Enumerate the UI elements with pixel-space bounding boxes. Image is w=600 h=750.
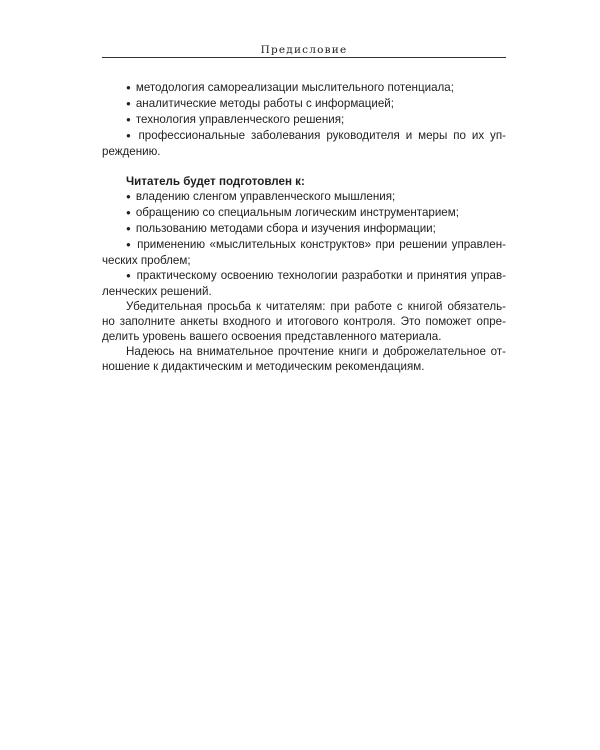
ready-bullet-1 [102,189,506,205]
intro-bullet-4-text-2: реждению. [102,145,161,158]
ready-bullet-4-line-2 [102,253,506,268]
intro-bullet-3-text: технология управленческого решения; [135,113,345,126]
running-header [102,40,506,58]
paragraph-2-text-2: ношение к дидактическим и методическим рекомендациям. [102,360,425,373]
ready-bullet-2-text: обращению со специальным логическим инструментарием; [135,206,459,219]
ready-bullet-5-text-2: ленческих решений. [102,285,212,298]
header-rule [102,57,506,58]
running-header-title: Предисловие [260,44,348,56]
intro-bullet-1-text: методология самореализации мыслительного потенциала; [135,81,454,94]
intro-bullet-3 [102,112,506,128]
paragraph-2-text-1: Надеюсь на внимательное прочтение книги и доброжелательное от- [126,345,506,358]
paragraph-1-line-2 [102,314,506,329]
ready-bullet-2 [102,205,506,221]
ready-bullet-4-text-2: ческих проблем; [102,254,191,267]
paragraph-1-text-2: но заполните анкеты входного и итогового контроля. Это поможет опре- [102,315,506,328]
ready-bullet-3 [102,221,506,237]
intro-bullet-1 [102,80,506,96]
paragraph-1-line-1 [102,299,506,314]
page-body [102,80,506,374]
ready-bullet-5-line-2 [102,284,506,299]
intro-bullet-2 [102,96,506,112]
intro-bullet-4-line-2 [102,144,506,159]
paragraph-1-text-1: Убедительная просьба к читателям: при работе с книгой обязатель- [126,300,506,313]
paragraph-2-line-1 [102,344,506,359]
ready-bullet-5-line-1 [102,268,506,284]
paragraph-1-line-3 [102,329,506,344]
intro-bullet-4-text-1: профессиональные заболевания руководителя и меры по их уп- [138,129,506,142]
ready-bullet-3-text: пользованию методами сбора и изучения информации; [135,222,436,235]
ready-bullet-4-text-1: применению «мыслительных конструктов» при решении управлен- [137,238,506,251]
paragraph-1-text-3: делить уровень вашего освоения представленного материала. [102,330,442,343]
intro-bullet-4-line-1 [102,128,506,144]
ready-bullet-1-text: владению сленгом управленческого мышления; [135,190,396,203]
section-title: Читатель будет подготовлен к: [126,175,305,188]
intro-bullet-2-text: аналитические методы работы с информацией; [135,97,395,110]
paragraph-2-line-2 [102,359,506,374]
ready-bullet-4-line-1 [102,237,506,253]
ready-bullet-5-text-1: практическому освоению технологии разработки и принятия управ- [136,269,506,282]
